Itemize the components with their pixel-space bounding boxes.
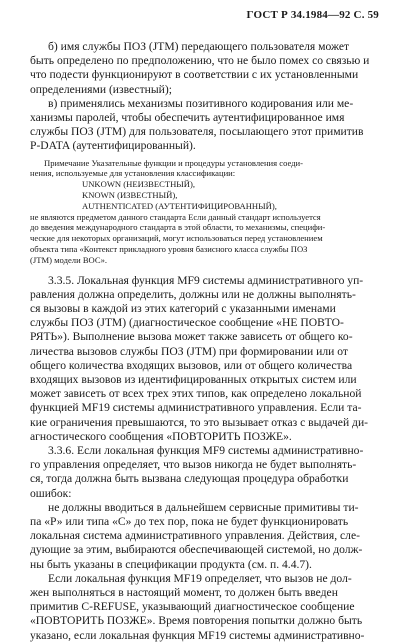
text-line: функцией MF19 системы административного управления. Если та-: [30, 401, 362, 415]
note-line: UNKOWN (НЕИЗВЕСТНЫЙ),: [82, 179, 195, 190]
text-line: ошибок:: [30, 486, 72, 500]
note-line: объекта типа «Контекст прикладного уровня базисного класса службы ПОЗ: [30, 244, 308, 254]
note-line: до введения международного стандарта в этой области, то механизмы, специфи-: [30, 222, 326, 233]
paragraph-procedure: [30, 501, 379, 572]
list-item-v: [30, 97, 379, 154]
text-line: ся вызовы в каждой из этих категорий с указанными именами: [30, 302, 336, 315]
note-block: [30, 158, 379, 266]
text-line: P-DATA (аутентифицированный).: [30, 139, 196, 153]
text-line: 3.3.6. Если локальная функция MF9 системы административно-: [48, 444, 364, 458]
text-line: быть определено по предположению, что не было помех со связью и: [30, 54, 370, 68]
text-line: службы ПОЗ (JTM) для пользователя, посылающего этот примитив: [30, 125, 364, 139]
paragraph-3-3-5: [30, 274, 379, 444]
paragraph-final: [30, 572, 379, 643]
text-line: ны быть указаны в спецификации продукта (см. п. 4.4.7).: [30, 557, 312, 571]
note-line: AUTHENTICATED (АУТЕНТИФИЦИРОВАННЫЙ),: [82, 200, 277, 211]
document-body: [30, 40, 379, 643]
note-line: (JTM) модели ВОС».: [30, 254, 108, 265]
text-line: ся, тогда должна быть вызвана следующая процедура обработки: [30, 472, 349, 486]
page-header: ГОСТ Р 34.1984—92 С. 59: [246, 9, 379, 21]
note-line: KNOWN (ИЗВЕСТНЫЙ),: [82, 190, 178, 201]
text-line: «ПОВТОРИТЬ ПОЗЖЕ». Время повторения попытки должно быть: [30, 614, 363, 628]
text-line: Если локальная функция MF19 определяет, что вызов не дол-: [48, 571, 352, 585]
text-line: агностического сообщения «ПОВТОРИТЬ ПОЗЖЕ».: [30, 429, 292, 443]
text-line: не должны вводиться в дальнейшем сервисные примитивы ти-: [48, 500, 359, 514]
text-line: может зависеть от всех трех этих типов, как определено локальной: [30, 387, 362, 401]
text-line: в) применялись механизмы позитивного кодирования или ме-: [48, 96, 354, 110]
text-line: входящих вызовов из идентифицированных открытых систем или: [30, 373, 357, 387]
note-line: не являются предметом данного стандарта Если данный стандарт используется: [30, 211, 321, 222]
text-line: примитив C-REFUSE, указывающий диагностическое сообщение: [30, 600, 355, 614]
note-line: Примечание Указательные функции и процедуры установления соеди-: [44, 157, 304, 168]
text-line: локальная система административного управления. Действия, сле-: [30, 529, 360, 543]
text-line: дующие за этим, выбираются обеспечивающей системой, но долж-: [30, 543, 363, 557]
text-line: что подести функционируют в соответствии с их установленными: [30, 68, 359, 82]
text-line: жен выполняться в настоящий момент, то должен быть введен: [30, 586, 338, 600]
note-line: нения, используемые для установления классификации:: [30, 168, 236, 179]
text-line: личества вызовов службы ПОЗ (JTM) при формировании или от: [30, 344, 348, 358]
text-line: равления должна определить, должны или не должны выполнять-: [30, 287, 356, 301]
text-line: указано, если локальная функция MF19 системы административно-: [30, 628, 365, 642]
text-line: службы ПОЗ (JTM) (диагностическое сообщение «НЕ ПОВТО-: [30, 316, 344, 330]
text-line: общего количества входящих вызовов, или от общего количества: [30, 358, 353, 372]
paragraph-3-3-6: [30, 444, 379, 501]
text-line: па «Р» или типа «С» до тех пор, пока не будет функционировать: [30, 515, 349, 529]
text-line: го управления определяет, что вызов никогда не будет выполнять-: [30, 458, 357, 472]
text-line: РЯТЬ»). Выполнение вызова может также зависеть от общего ко-: [30, 330, 353, 344]
note-line: ческие для некоторых организаций, могут использоваться перед установлением: [30, 233, 323, 244]
text-line: ханизмы паролей, чтобы обеспечить аутентифицированное имя: [30, 111, 345, 125]
text-line: кие ограничения превышаются, то это вызывает отказ с выдачей ди-: [30, 415, 369, 429]
list-item-b: [30, 40, 379, 97]
text-line: 3.3.5. Локальная функция MF9 системы административного уп-: [48, 273, 364, 287]
text-line: б) имя службы ПОЗ (JTM) передающего пользователя может: [48, 40, 350, 53]
text-line: определениями (известный);: [30, 82, 172, 96]
